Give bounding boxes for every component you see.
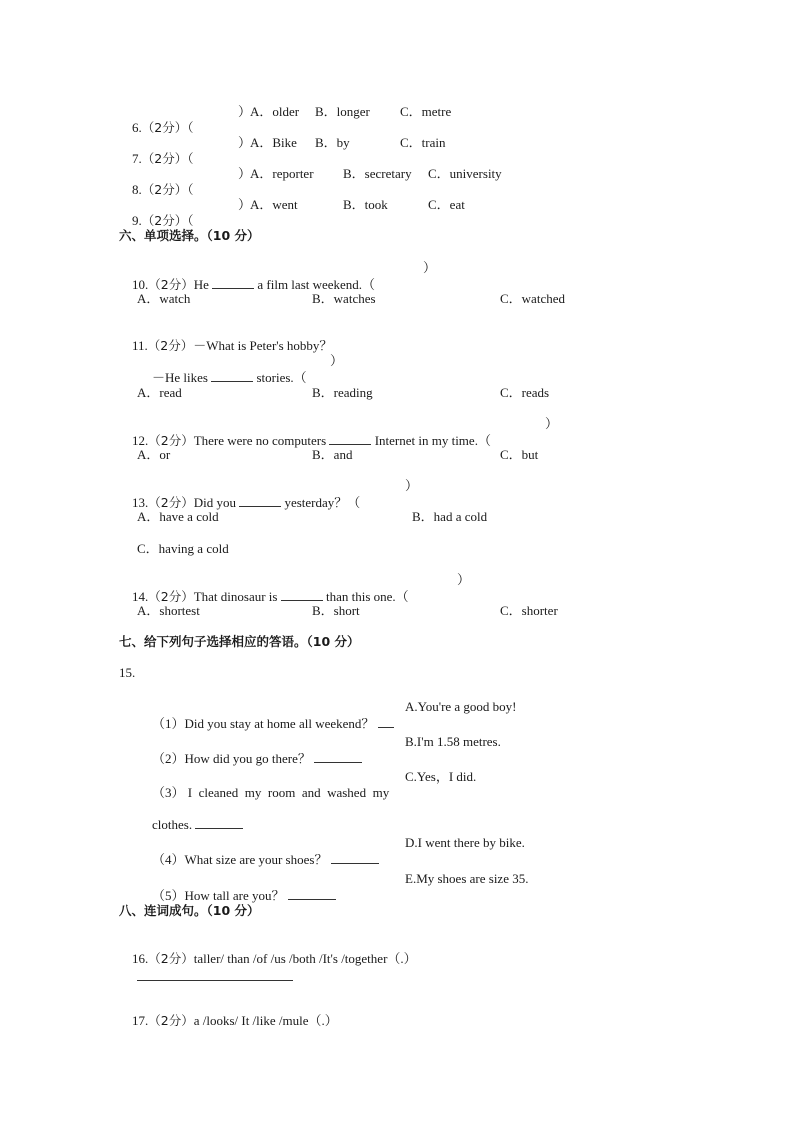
paren-close: ） [545,416,559,431]
option-c: C．reads [500,385,550,400]
question-number: 10. [132,277,149,292]
answer-blank[interactable] [212,276,254,289]
question-text: －What is Peter's hobby？ [193,338,333,353]
question-number: 17. [132,1013,149,1028]
match-answer: C.Yes，I did. [405,769,477,784]
option-a: A．reporter [250,166,314,181]
match-answer: A.You're a good boy! [405,699,517,714]
option-c: C．metre [400,104,452,119]
question-score: （2分） [148,277,194,292]
question-score: （2分）（ [141,151,194,166]
option-c: C．eat [428,197,465,212]
paren-close: ） [423,260,437,275]
paren-close: ） [238,104,252,119]
option-c: C．watched [500,291,565,306]
question-text: There were no computers [193,433,327,448]
question-number: 13. [132,495,149,510]
question-text: stories.（ [256,370,307,385]
question-score: （2分）（ [141,182,194,197]
match-question: （5）How tall are you？ [152,888,285,903]
option-a: A．or [137,447,171,462]
question-score: （2分） [148,433,194,448]
question-text: －He likes [152,370,208,385]
answer-blank[interactable] [211,369,253,382]
question-text: Did you [193,495,236,510]
match-question: clothes. [152,817,193,832]
section-title-7: 七、给下列句子选择相应的答语。（10 分） [119,634,360,649]
question-score: （2分）（ [141,120,194,135]
question-number: 6. [132,120,142,135]
question-text: He [193,277,209,292]
question-score: （2分） [147,338,194,353]
question-text: a /looks/ It /like /mule（.） [193,1013,338,1028]
question-score: （2分） [148,1013,194,1028]
option-b: B．longer [315,104,370,119]
question-text: yesterday？（ [284,495,361,510]
option-b: B．watches [312,291,376,306]
paren-close: ） [238,166,252,181]
question-number: 9. [132,213,142,228]
match-answer: E.My shoes are size 35. [405,871,529,886]
question-number: 7. [132,151,142,166]
question-number: 16. [132,951,149,966]
paren-close: ） [238,135,252,150]
option-b: B．secretary [343,166,412,181]
paren-close: ） [405,478,419,493]
question-score: （2分） [148,951,194,966]
match-question: （2）How did you go there？ [152,751,311,766]
question-number: 11. [132,338,148,353]
answer-blank[interactable] [288,887,336,900]
question-number: 12. [132,433,149,448]
option-a: A．went [250,197,298,212]
question-score: （2分） [148,589,194,604]
option-b: B．reading [312,385,373,400]
answer-blank[interactable] [329,432,371,445]
option-a: A．older [250,104,300,119]
match-question: （3） I cleaned my room and washed my [152,785,390,800]
option-b: B．took [343,197,388,212]
question-number: 8. [132,182,142,197]
question-text: taller/ than /of /us /both /It's /together（.） [193,951,417,966]
question-16 [119,935,417,983]
question-12 [119,416,491,465]
answer-blank[interactable] [281,588,323,601]
question-score: （2分） [148,495,194,510]
option-a: A．Bike [250,135,297,150]
option-b: B．and [312,447,353,462]
section-title-8: 八、连词成句。（10 分） [119,903,260,918]
question-text: than this one.（ [325,589,409,604]
option-c: C．shorter [500,603,558,618]
match-answer: D.I went there by bike. [405,835,525,850]
match-answer: B.I'm 1.58 metres. [405,734,501,749]
option-a: A．watch [137,291,191,306]
option-b: B．short [312,603,360,618]
answer-blank[interactable] [331,851,379,864]
question-text: Internet in my time.（ [374,433,491,448]
option-a: A．shortest [137,603,200,618]
option-b: B．by [315,135,350,150]
option-c: C．but [500,447,539,462]
section-title-6: 六、单项选择。（10 分） [119,228,260,243]
question-text: a film last weekend.（ [257,277,376,292]
answer-blank[interactable] [378,715,394,728]
option-c: C．train [400,135,446,150]
question-score: （2分）（ [141,213,194,228]
option-a: A．read [137,385,182,400]
option-c: C．having a cold [137,541,229,556]
answer-blank[interactable] [239,494,281,507]
option-a: A．have a cold [137,509,219,524]
paren-close: ） [238,197,252,212]
option-b: B．had a cold [412,509,488,524]
paren-close: ） [330,353,344,368]
question-number: 14. [132,589,149,604]
match-question: （1）Did you stay at home all weekend？ [152,716,375,731]
question-15-number: 15. [119,665,136,680]
match-question: （4）What size are your shoes？ [152,852,328,867]
paren-close: ） [457,572,471,587]
answer-blank[interactable] [314,750,362,763]
answer-line[interactable] [137,979,293,981]
question-17 [119,997,338,1045]
answer-blank[interactable] [195,816,243,829]
question-text: That dinosaur is [193,589,278,604]
option-c: C．university [428,166,502,181]
